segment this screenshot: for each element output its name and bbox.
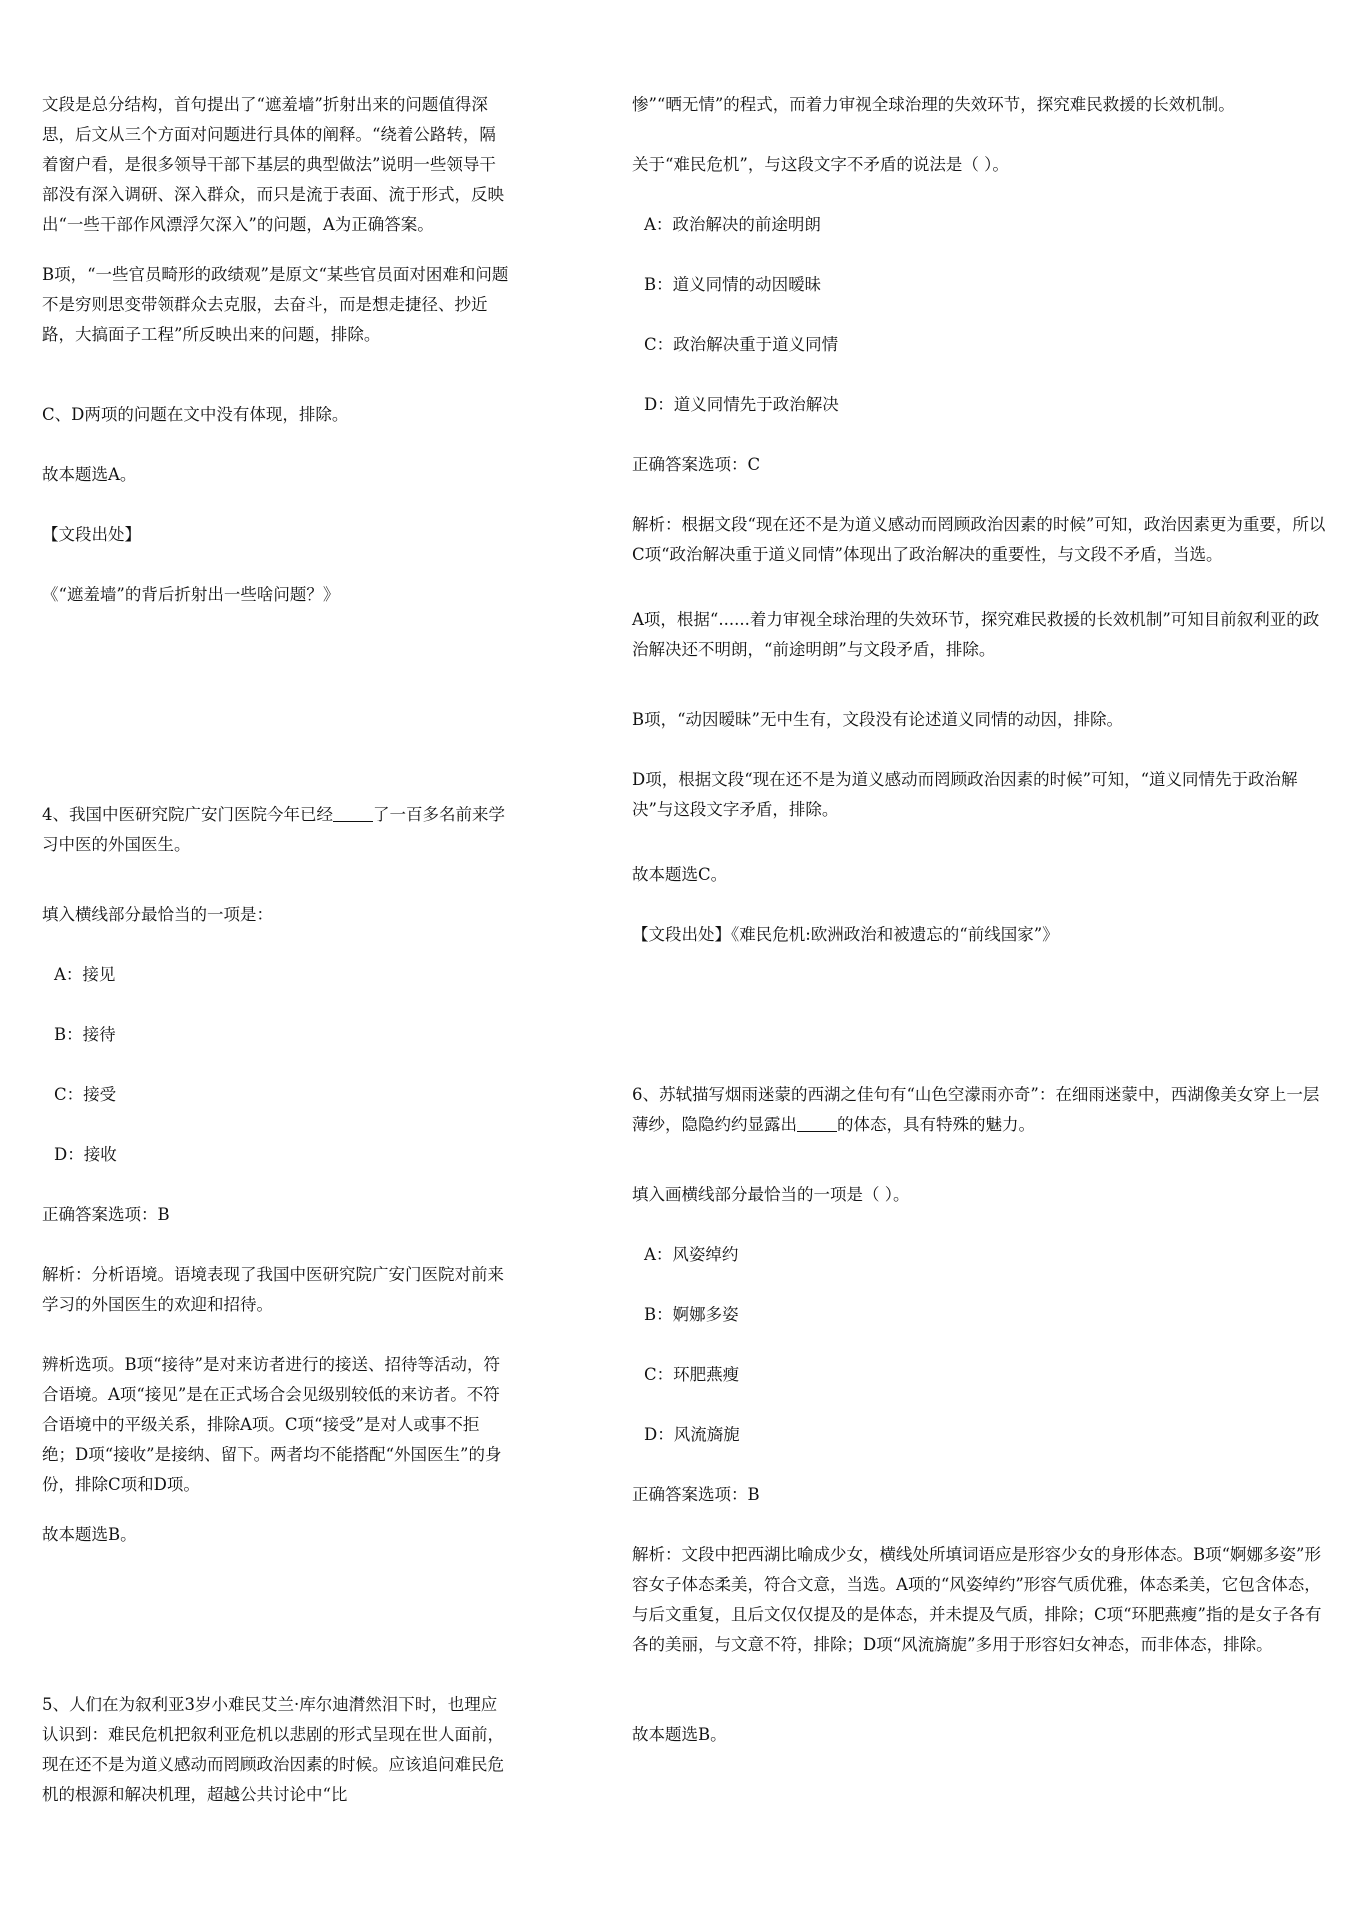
question-5-continued: 惨”“晒无情”的程式，而着力审视全球治理的失效环节，探究难民救援的长效机制。 [632,95,1235,114]
source-label: 【文段出处】 [42,525,141,544]
option-d: D：道义同情先于政治解决 [644,395,839,414]
question-text: 了一百多名前来学习中医的外国医生。 [42,805,505,854]
conclusion: 故本题选C。 [632,865,728,884]
question-prompt: 填入画横线部分最恰当的一项是（ ）。 [632,1185,910,1204]
explanation: B项，“动因暧昧”无中生有，文段没有论述道义同情的动因，排除。 [632,710,1123,729]
question-text: 的体态，具有特殊的魅力。 [837,1115,1035,1134]
explanation: 解析：分析语境。语境表现了我国中医研究院广安门医院对前来学习的外国医生的欢迎和招待。 [42,1265,504,1314]
source: 【文段出处】《难民危机:欧洲政治和被遗忘的“前线国家”》 [632,925,1059,944]
conclusion: 故本题选B。 [42,1525,137,1544]
option-d: D：风流旖旎 [644,1425,740,1444]
explanation: 解析：文段中把西湖比喻成少女，横线处所填词语应是形容少女的身形体态。B项“婀娜多姿”形容女子体态柔美，符合文意，当选。A项的“风姿绰约”形容气质优雅，体态柔美，它包含体态，与后文重复，且后文仅仅提及的是体态，并未提及气质，排除；C项“环肥燕瘦”指的是女子各有各的美丽，与文意不符，排除；D项“风流旖旎”多用于形容妇女神态，而非体态，排除。 [632,1545,1322,1654]
option-c: C：环肥燕瘦 [644,1365,740,1384]
option-d: D：接收 [54,1145,117,1164]
answer: 正确答案选项：B [42,1205,170,1224]
explanation: D项，根据文段“现在还不是为道义感动而罔顾政治因素的时候”可知，“道义同情先于政治解决”与这段文字矛盾，排除。 [632,770,1298,819]
question-text: 4、我国中医研究院广安门医院今年已经 [42,805,333,824]
question-5-stem: 5、人们在为叙利亚3岁小难民艾兰·库尔迪潸然泪下时，也理应认识到：难民危机把叙利亚危机以悲剧的形式呈现在世人面前，现在还不是为道义感动而罔顾政治因素的时候。应该追问难民危机的根源和解决机理，超越公共讨论中“比 [42,1695,504,1804]
answer: 正确答案选项：C [632,455,761,474]
explanation: 辨析选项。B项“接待”是对来访者进行的接送、招待等活动，符合语境。A项“接见”是在正式场合会见级别较低的来访者。不符合语境中的平级关系，排除A项。C项“接受”是对人或事不拒绝；D项“接收”是接纳、留下。两者均不能搭配“外国医生”的身份，排除C项和D项。 [42,1355,502,1494]
explanation: A项，根据“......着力审视全球治理的失效环节，探究难民救援的长效机制”可知目前叙利亚的政治解决还不明朗，“前途明朗”与文段矛盾，排除。 [632,610,1320,659]
source-title: 《“遮羞墙”的背后折射出一些啥问题？》 [42,585,340,604]
conclusion: 故本题选B。 [632,1725,727,1744]
option-c: C：政治解决重于道义同情 [644,335,839,354]
fill-blank [797,1113,837,1132]
option-a: A：政治解决的前途明朗 [644,215,821,234]
option-c: C：接受 [54,1085,117,1104]
question-4-stem [42,800,510,860]
question-6-stem [632,1080,1332,1140]
option-b: B：道义同情的动因暧昧 [644,275,822,294]
question-text: 6、苏轼描写烟雨迷蒙的西湖之佳句有“山色空濛雨亦奇”：在细雨迷蒙中，西湖像美女穿上一层薄纱，隐隐约约显露出 [632,1085,1320,1134]
option-b: B：接待 [54,1025,116,1044]
paragraph: B项，“一些官员畸形的政绩观”是原文“某些官员面对困难和问题不是穷则思变带领群众去克服，去奋斗，而是想走捷径、抄近路，大搞面子工程”所反映出来的问题，排除。 [42,265,509,344]
question-prompt: 关于“难民危机”，与这段文字不矛盾的说法是（ ）。 [632,155,1009,174]
fill-blank [333,803,373,822]
option-a: A：接见 [54,965,116,984]
option-b: B：婀娜多姿 [644,1305,739,1324]
paragraph: 故本题选A。 [42,465,137,484]
option-a: A：风姿绰约 [644,1245,739,1264]
question-prompt: 填入横线部分最恰当的一项是： [42,905,273,924]
explanation: 解析：根据文段“现在还不是为道义感动而罔顾政治因素的时候”可知，政治因素更为重要，所以C项“政治解决重于道义同情”体现出了政治解决的重要性，与文段不矛盾，当选。 [632,515,1326,564]
answer: 正确答案选项：B [632,1485,760,1504]
paragraph: C、D两项的问题在文中没有体现，排除。 [42,405,349,424]
paragraph: 文段是总分结构，首句提出了“遮羞墙”折射出来的问题值得深思，后文从三个方面对问题进行具体的阐释。“绕着公路转，隔着窗户看，是很多领导干部下基层的典型做法”说明一些领导干部没有深入调研、深入群众，而只是流于表面、流于形式，反映出“一些干部作风漂浮欠深入”的问题，A为正确答案。 [42,95,504,234]
